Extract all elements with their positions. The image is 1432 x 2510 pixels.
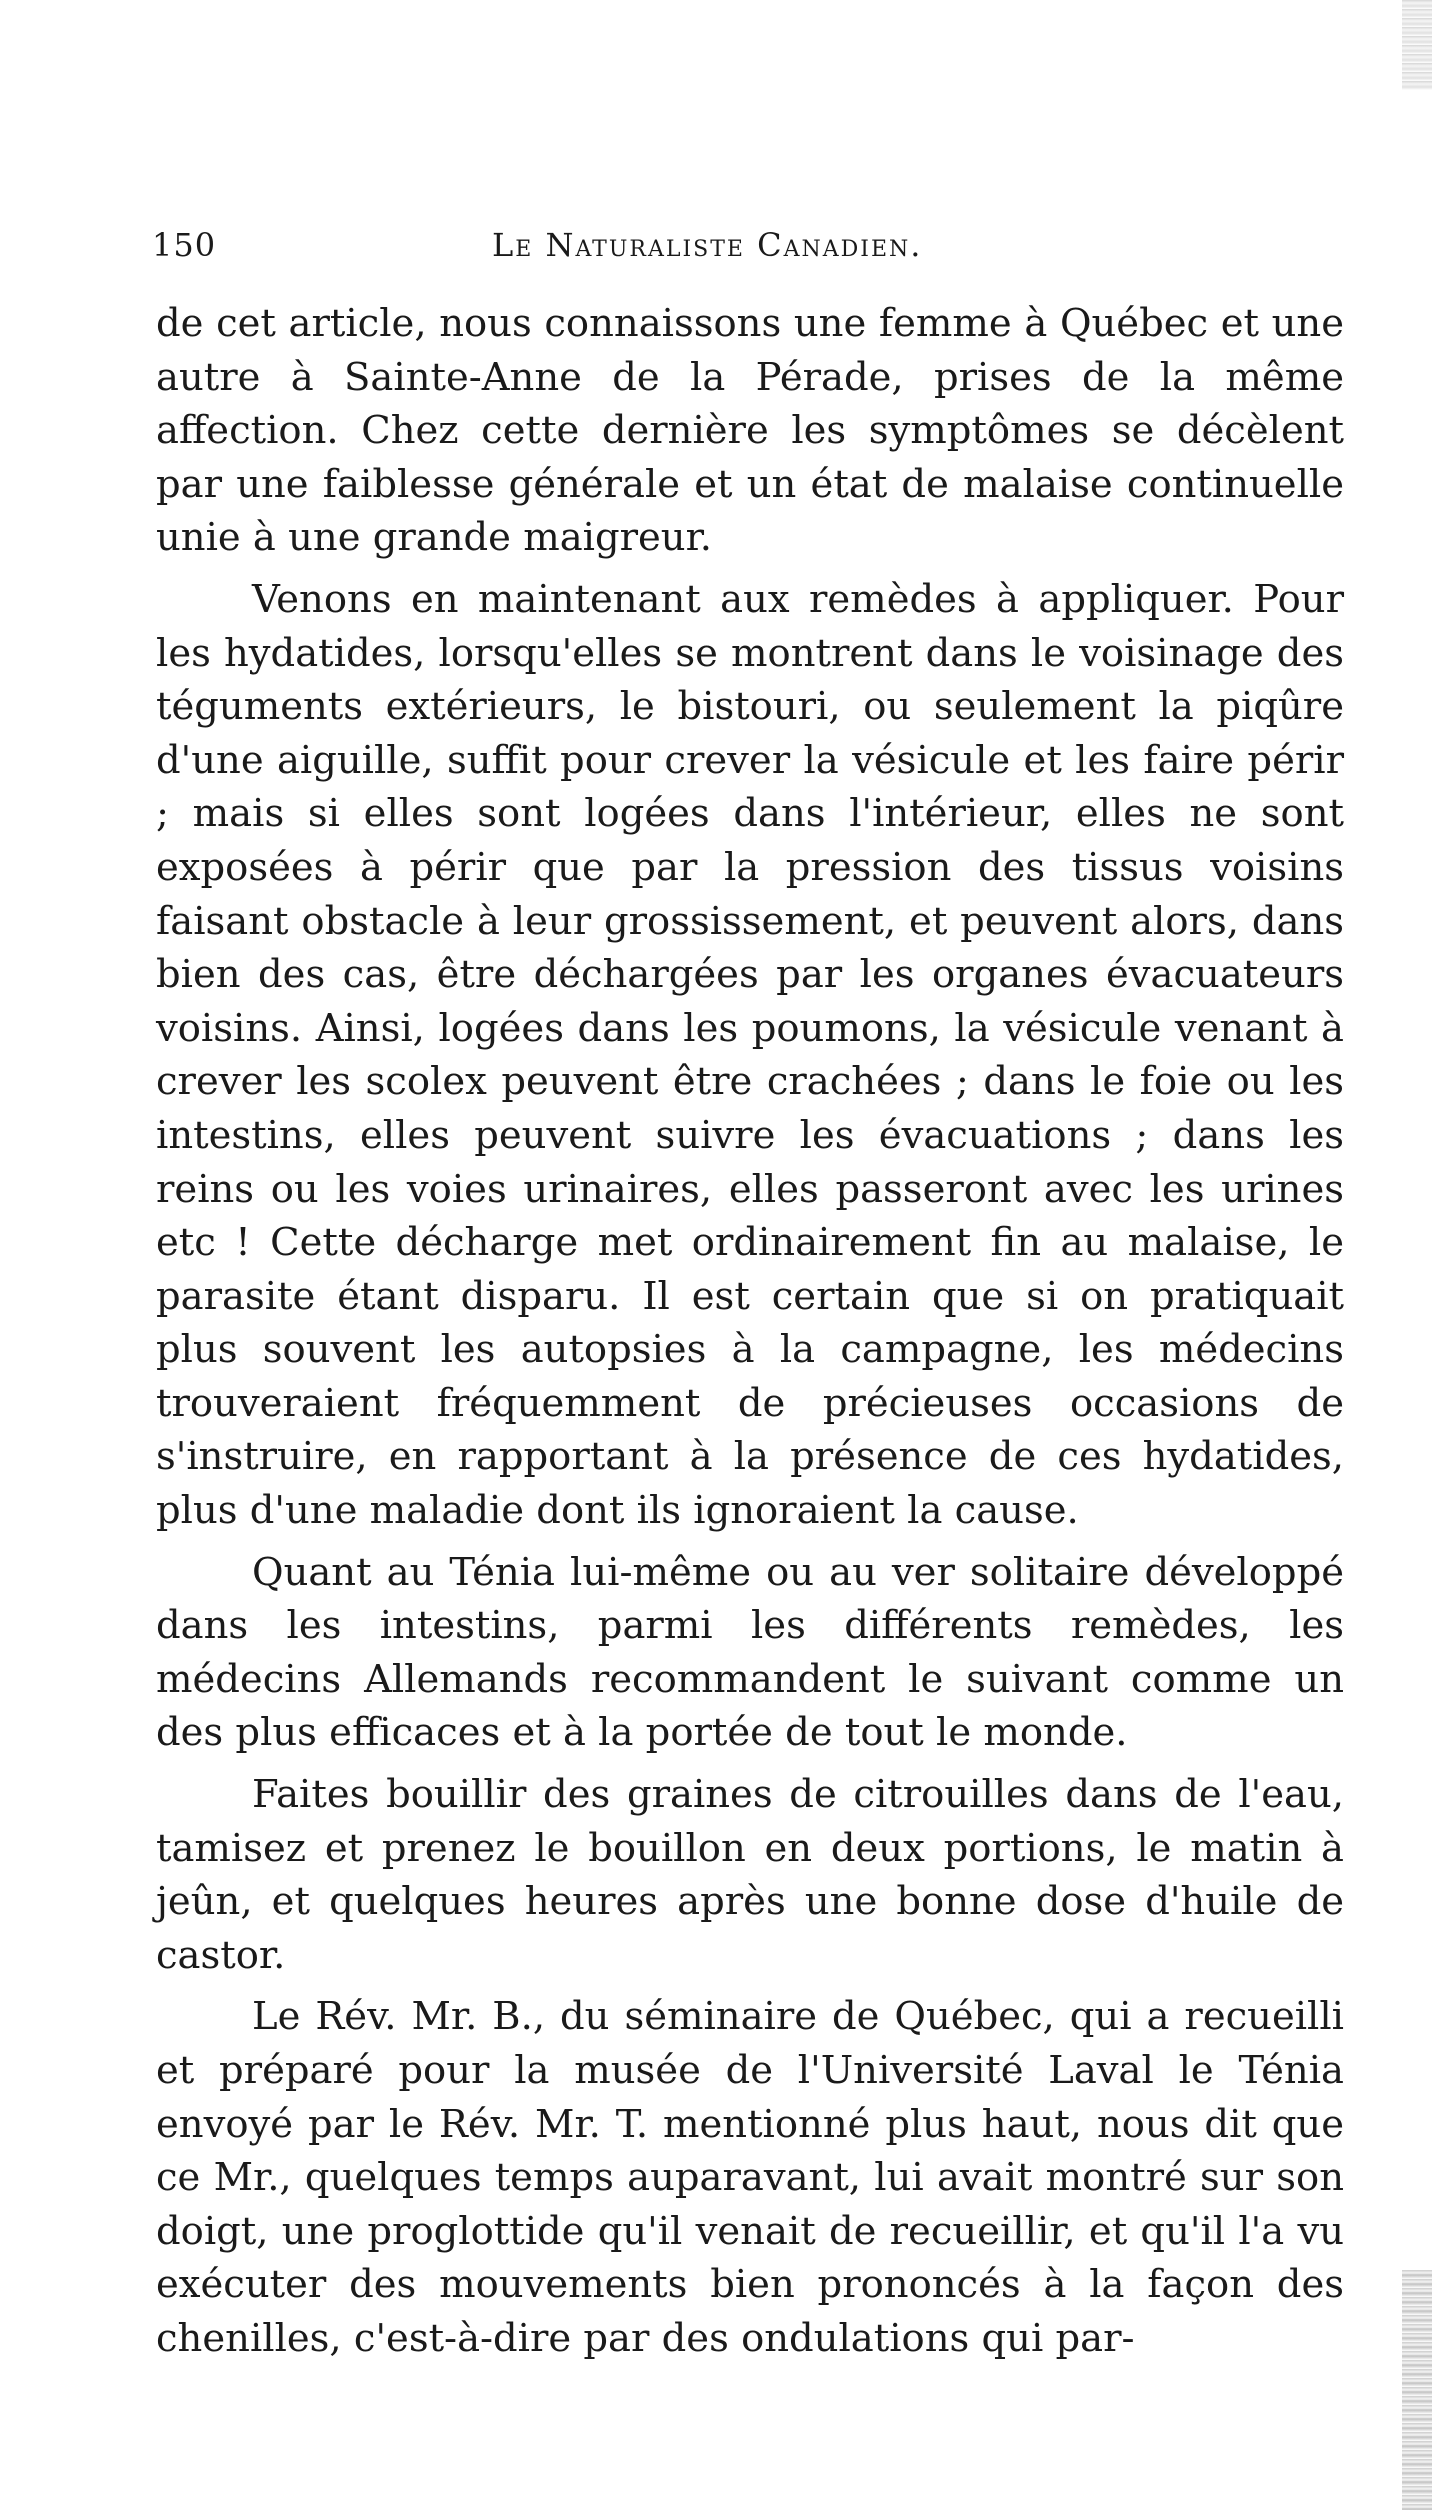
page-number: 150 bbox=[152, 226, 217, 264]
body-text bbox=[156, 297, 1344, 2366]
scan-edge-bottom bbox=[1402, 2270, 1432, 2510]
paragraph-tenia: Quant au Ténia lui-même ou au ver solitaire développé dans les intestins, parmi les différents remèdes, les médecins Allemands recommandent le suivant comme un des plus efficaces et à la portée de tout le monde. bbox=[156, 1549, 1344, 1756]
scan-edge-top bbox=[1402, 0, 1432, 90]
paragraph-recipe: Faites bouillir des graines de citrouilles dans de l'eau, tamisez et prenez le bouillon en deux portions, le matin à jeûn, et quelques heures après une bonne dose d'huile de castor. bbox=[156, 1772, 1344, 1978]
running-head: Le Naturaliste Canadien. bbox=[492, 226, 923, 264]
paragraph-continuation: de cet article, nous connaissons une femme à Québec et une autre à Sainte-Anne de la Pérade, prises de la même affection. Chez cette dernière les symptômes se décèlent par une faiblesse générale et un état de malaise continuelle unie à une grande maigreur. bbox=[156, 301, 1344, 561]
paragraph-remedies: Venons en maintenant aux remèdes à appliquer. Pour les hydatides, lorsqu'elles se montrent dans le voisinage des téguments extérieurs, le bistouri, ou seulement la piqûre d'une aiguille, suffit pour crever la vésicule et les faire périr ; mais si elles sont logées dans l'intérieur, elles ne sont exposées à périr que par la pression des tissus voisins faisant obstacle à leur grossissement, et peuvent alors, dans bien des cas, être déchargées par les organes évacuateurs voisins. Ainsi, logées dans les poumons, la vésicule venant à crever les scolex peuvent être crachées ; dans le foie ou les intestins, elles peuvent suivre les évacuations ; dans les reins ou les voies urinaires, elles passeront avec les urines etc ! Cette décharge met ordinairement fin au malaise, le parasite étant disparu. Il est certain que si on pratiquait plus souvent les autopsies à la campagne, les médecins trouveraient fréquemment de précieuses occasions de s'instruire, en rapportant à la présence de ces hydatides, plus d'une maladie dont ils ignoraient la cause. bbox=[156, 576, 1344, 1534]
paragraph-anecdote: Le Rév. Mr. B., du séminaire de Québec, qui a recueilli et préparé pour la musée de l'Université Laval le Ténia envoyé par le Rév. Mr. T. mentionné plus haut, nous dit que ce Mr., quelques temps auparavant, lui avait montré sur son doigt, une proglottide qu'il venait de recueillir, et qu'il l'a vu exécuter des mouvements bien prononcés à la façon des chenilles, c'est-à-dire par des ondulations qui par- bbox=[156, 1994, 1344, 2361]
page-header bbox=[152, 226, 1342, 276]
